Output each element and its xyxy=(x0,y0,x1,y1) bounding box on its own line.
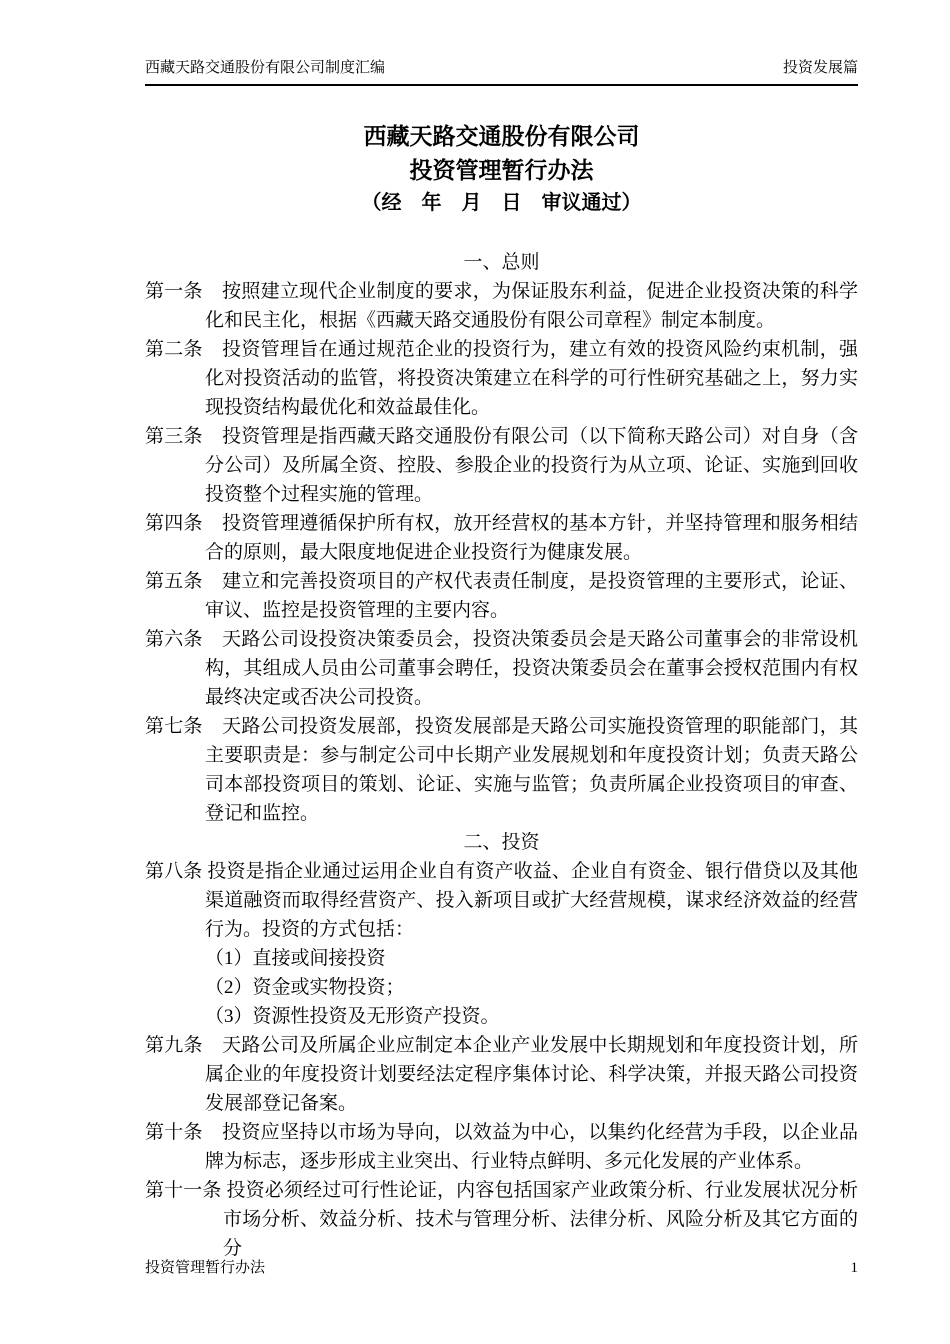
article-text: 建立和完善投资项目的产权代表责任制度，是投资管理的主要形式，论证、审议、监控是投资管理的主要内容。 xyxy=(205,571,858,621)
list-item: （2）资金或实物投资； xyxy=(205,977,405,998)
section-heading: 一、总则 xyxy=(463,252,540,273)
article-text: 天路公司投资发展部，投资发展部是天路公司实施投资管理的职能部门，其主要职责是：参与制定公司中长期产业发展规划和年度投资计划；负责天路公司本部投资项目的策划、论证、实施与监管；负责所属企业投资项目的审查、登记和监控。 xyxy=(205,716,858,824)
article-label: 第八条 xyxy=(145,861,203,882)
article-separator xyxy=(203,281,222,302)
header-left-text: 西藏天路交通股份有限公司制度汇编 xyxy=(145,60,386,76)
header-right-text: 投资发展篇 xyxy=(782,60,858,76)
article-paragraph xyxy=(145,1031,858,1118)
article-separator xyxy=(203,571,222,592)
article-text: 投资管理遵循保护所有权，放开经营权的基本方针，并坚持管理和服务相结合的原则，最大限度地促进企业投资行为健康发展。 xyxy=(205,513,858,563)
article-text: 投资必须经过可行性论证，内容包括国家产业政策分析、行业发展状况分析市场分析、效益分析、技术与管理分析、法律分析、风险分析及其它方面的分 xyxy=(223,1180,858,1259)
article-text: 投资管理是指西藏天路交通股份有限公司（以下简称天路公司）对自身（含分公司）及所属全资、控股、参股企业的投资行为从立项、论证、实施到回收投资整个过程实施的管理。 xyxy=(205,426,858,505)
article-separator xyxy=(203,1035,222,1056)
page-header xyxy=(145,56,858,86)
article-text: 按照建立现代企业制度的要求，为保证股东利益，促进企业投资决策的科学化和民主化，根据《西藏天路交通股份有限公司章程》制定本制度。 xyxy=(205,281,858,331)
article-paragraph xyxy=(145,857,858,1031)
article-separator xyxy=(203,629,222,650)
list-item: （3）资源性投资及无形资产投资。 xyxy=(205,1006,500,1027)
article-separator xyxy=(203,513,222,534)
article-text: 投资是指企业通过运用企业自有资产收益、企业自有资金、银行借贷以及其他渠道融资而取得经营资产、投入新项目或扩大经营规模，谋求经济效益的经营行为。投资的方式包括： xyxy=(205,861,859,940)
article-label: 第五条 xyxy=(145,571,203,592)
article-separator xyxy=(203,426,222,447)
article-paragraph xyxy=(145,509,858,567)
article-separator xyxy=(203,339,222,360)
article-paragraph xyxy=(145,625,858,712)
article-separator xyxy=(203,1122,222,1143)
article-label: 第二条 xyxy=(145,339,203,360)
article-separator xyxy=(203,716,222,737)
article-paragraph xyxy=(145,1118,858,1176)
article-paragraph xyxy=(145,422,858,509)
article-label: 第六条 xyxy=(145,629,203,650)
article-text: 投资应坚持以市场为导向，以效益为中心，以集约化经营为手段，以企业品牌为标志，逐步形成主业突出、行业特点鲜明、多元化发展的产业体系。 xyxy=(205,1122,858,1172)
document-title-name: 投资管理暂行办法 xyxy=(409,158,594,183)
article-label: 第一条 xyxy=(145,281,203,302)
page-footer xyxy=(145,1256,858,1277)
footer-document-name: 投资管理暂行办法 xyxy=(145,1260,266,1276)
document-body xyxy=(145,248,858,1263)
article-paragraph xyxy=(145,1176,858,1263)
article-label: 第十条 xyxy=(145,1122,203,1143)
section-heading: 二、投资 xyxy=(463,832,540,853)
article-paragraph xyxy=(145,712,858,828)
article-paragraph xyxy=(145,335,858,422)
article-paragraph xyxy=(145,567,858,625)
article-label: 第七条 xyxy=(145,716,203,737)
article-paragraph xyxy=(145,277,858,335)
article-label: 第十一条 xyxy=(145,1180,222,1201)
document-title-company: 西藏天路交通股份有限公司 xyxy=(363,124,640,149)
article-text: 天路公司设投资决策委员会，投资决策委员会是天路公司董事会的非常设机构，其组成人员由公司董事会聘任，投资决策委员会在董事会授权范围内有权最终决定或否决公司投资。 xyxy=(205,629,858,708)
article-text: 投资管理旨在通过规范企业的投资行为，建立有效的投资风险约束机制，强化对投资活动的监管，将投资决策建立在科学的可行性研究基础之上，努力实现投资结构最优化和效益最佳化。 xyxy=(205,339,858,418)
footer-page-number: 1 xyxy=(850,1260,858,1276)
article-text: 天路公司及所属企业应制定本企业产业发展中长期规划和年度投资计划，所属企业的年度投资计划要经法定程序集体讨论、科学决策，并报天路公司投资发展部登记备案。 xyxy=(205,1035,858,1114)
document-content xyxy=(145,120,858,1263)
article-label: 第三条 xyxy=(145,426,203,447)
article-label: 第九条 xyxy=(145,1035,203,1056)
article-label: 第四条 xyxy=(145,513,203,534)
approval-date-line: （经 年 月 日 审议通过） xyxy=(361,192,642,214)
list-item: （1）直接或间接投资 xyxy=(205,948,386,969)
document-title-block xyxy=(145,120,858,218)
